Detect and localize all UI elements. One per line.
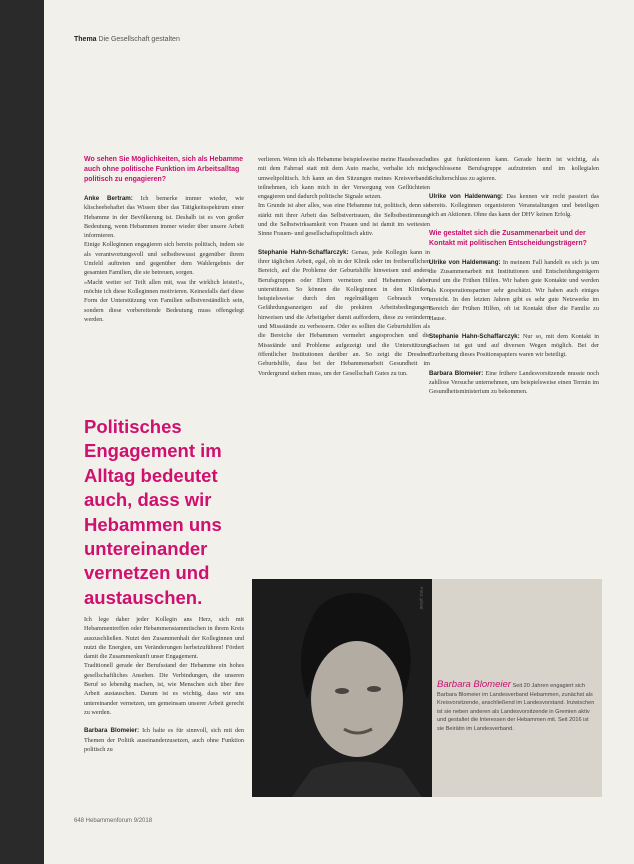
speaker-name: Stephanie Hahn-Schaffarczyk: [258,248,349,256]
column-1-lower [84,615,244,754]
interview-question: Wie gestaltet sich die Zusammenarbeit und der Kontakt mit politischen Entscheidungsträgern? [429,229,587,247]
answer-paragraph: »Macht weiter so! Teilt allen mit, was ihr wirklich leistet!«, möchte ich diese Kolleginnen motivieren. Keinesfalls darf diese Form der Unterstützung von Familien selbstverständlich sein, sondern diese vorbereitende Bedeutung muss offengelegt werden. [84,278,244,323]
page-footer: 648 Hebammenforum 9/2018 [74,818,153,824]
answer-text: Nur so, mit dem Kontakt in Sachsen ist gut und auf diversen Wegen möglich. Bei der Erarbeitung dieses Positionspapiers waren wir beteiligt. [429,332,600,359]
answer-paragraph [429,332,599,360]
answer-text: Ich bemerke immer wieder, wie klischeebehaftet das Wissen über das Tätigkeitsspektrum einer Hebamme in der Bevölkerung ist. Deshalb ist es von großer Bedeutung, wenn Hebammen immer wieder über unsere Arbeit informieren. [84,195,245,240]
caption-name: Barbara Blomeier [437,679,511,690]
portrait-photo [252,579,432,797]
answer-text: Das kennen wir recht passiert das bereits. Kolleginnen organisieren Veranstaltungen und beteiligen sich an Aktionen. Ohne das kann der DHV keinen Erfolg. [429,192,599,219]
photo-caption [437,681,597,734]
answer-paragraph [84,726,244,754]
portrait-box [252,579,602,797]
magazine-page [44,0,634,864]
answer-paragraph: Ich lege daher jeder Kollegin ans Herz, sich mit Hebammentreffen oder Hebammenstammtischen in ihrem Kreis auszuschließen. Nutzt den Zusammenhalt der Kolleginnen und nutzt die Energien, um Veränderungen herbeizuführen! Fördert damit die Zusammenkunft unser Engagement. [84,616,244,661]
caption-text: Seit 20 Jahren engagiert sich Barbara Blomeier im Landesverband Hebammen, zunächst als Kreisvorsitzende, anschließend im Landesvorstand. Inzwischen ist sie neben anderen als Landesvorsitzende in Gremien aktiv und gestaltet die Interessen der Hebammen mit. Seit 2016 ist sie Beirätin im Landesverband. [437,683,595,732]
speaker-name: Anke Bertram: [84,195,133,202]
speaker-name: Ulrike von Haldenwang: [429,192,503,200]
answer-text: Genau, jede Kollegin kann in ihrer täglichen Arbeit, egal, ob in der Klinik oder im freiberuflichen Bereich, auf die Probleme der Geburtshilfe hinweisen und andere Berufsgruppen oder Eltern vernetzen und Hebammen dabei unterstützen. So können die Kolleginnen in den Kliniken beispielsweise durch den regelmäßigen Gebrauch von Gefährdungsanzeigen auf die prekären Arbeitsbedingungen hinweisen und die Arbeitgeber damit auffordern, diese zu verändern und Missstände zu verbessern. Oder es sollten die Geburtshilfen als die Bereiche der Hebammen vermehrt angesprochen und die Missstände und Probleme aufgezeigt und die Unterstützung öffentlicher Institutionen darüber an. So zeigt die Dresdner Geburtshilfe, dass bei der Hebammenarbeit Gesundheit im Vordergrund stehen muss, um der Gesellschaft Gutes zu tun. [258,248,430,377]
answer-text: In meinem Fall handelt es sich ja um die Zusammenarbeit mit Institutionen und Entscheidungsträgern rund um die Frühen Hilfen. Wir haben gute Kontakte und werden als Kooperationspartner sehr geschätzt. Wir haben auch einiges erreicht. In den letzten Jahren gibt es sehr gute Netzwerke im Bereich der Frühen Hilfen, oft ist Kontakt über die Familie zu Hause. [429,258,600,322]
answer-paragraph: Traditionell gerade der Berufsstand der Hebamme ein hohes gesellschaftliches Ansehen. Die Verbindungen, die unseren Beruf so lebendig machen, ist, wie Menschen sich über ihre Arbeit austauschen. Darum ist es wichtig, dass wir uns untereinander vernetzen, um gemeinsam unserer Arbeit gerecht zu werden. [84,662,244,716]
portrait-illustration [252,579,432,797]
answer-paragraph: dies gut funktionieren kann. Gerade hierin ist wichtig, als geschlossene Berufsgruppe aufzutreten und im kollegialen Schulterschluss zu agieren. [429,156,599,182]
section-label: Thema [74,36,97,43]
speaker-name: Barbara Blomeier: [429,369,484,377]
photo-credit: Foto: privat [419,587,424,610]
answer-paragraph [429,369,599,397]
answer-paragraph: Im Grunde ist aber alles, was eine Hebamme tut, politisch, denn sie stärkt mit ihrer Arbeit das Selbstvertrauen, die Selbstbestimmung und die Selbstwirksamkeit von Frauen und ist damit im weitesten Sinne Frauen- und gesellschaftspolitisch aktiv. [258,202,430,238]
speaker-name: Stephanie Hahn-Schaffarczyk: [429,332,520,340]
answer-paragraph [429,258,599,323]
answer-paragraph [258,248,430,378]
answer-paragraph: verlieren. Wenn ich als Hebamme beispielsweise meine Hausbesuche mit dem Fahrrad statt mit dem Auto mache, verhalte ich mich umweltpolitisch. Ich kann an den Sitzungen meines Kreisverbands teilnehmen, ich kann mich in der Versorgung von Geflüchteten engagieren und dadurch politische Signale setzen. [258,156,430,201]
column-3 [429,155,599,397]
answer-paragraph: Einige Kolleginnen engagieren sich bereits politisch, indem sie als verantwortungsvoll und selbstbewusst gegenüber ihrem Umfeld auftreten und gegenüber dem Wahlergebnis der gesamten Familien, die sie betreuen, sorgen. [84,241,244,277]
answer-text: Eine frühere Landesvorsitzende musste noch zahllose Versuche unternehmen, um beispielsweise einen Termin im Gesundheitsministerium zu bekommen. [429,369,599,396]
answer-paragraph [84,194,244,240]
section-subtitle: Die Gesellschaft gestalten [98,36,180,43]
speaker-name: Barbara Blomeier: [84,727,140,735]
column-1 [84,155,244,324]
page-header [74,36,180,43]
pull-quote: Politisches Engagement im Alltag bedeutet auch, dass wir Hebammen uns untereinander vernetzen und austauschen. [84,416,222,608]
speaker-name: Ulrike von Haldenwang: [429,258,501,266]
answer-paragraph [429,192,599,220]
answer-text: Ich halte es für sinnvoll, sich mit den Themen der Politik auseinanderzusetzen, auch ohne Funktion politisch zu [84,727,244,753]
interview-question: Wo sehen Sie Möglichkeiten, sich als Hebamme auch ohne politische Funktion im Arbeitsalltag politisch zu engagieren? [84,156,243,183]
column-2 [258,155,430,378]
